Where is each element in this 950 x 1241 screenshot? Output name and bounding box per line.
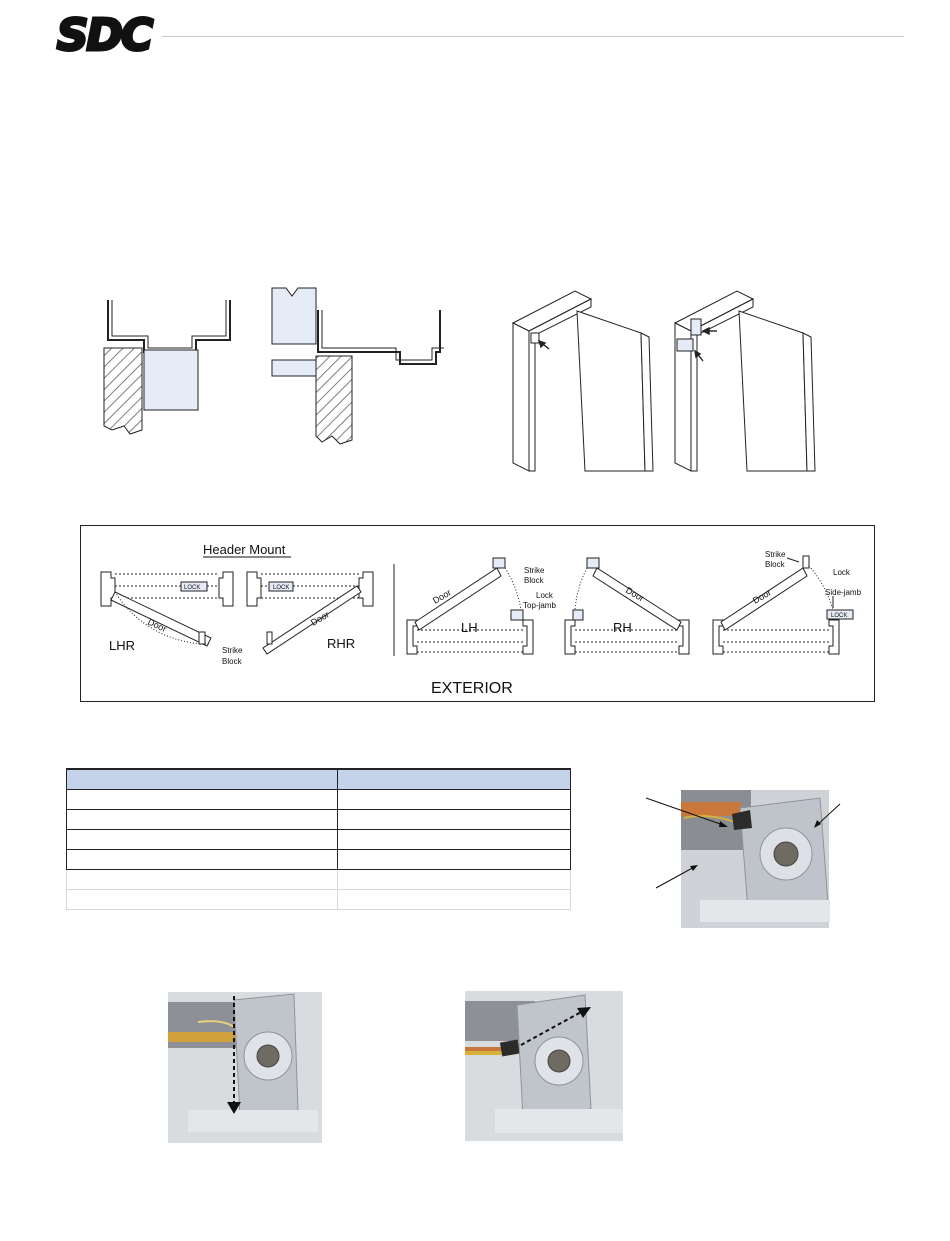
header-rule: [162, 36, 904, 37]
svg-text:Block: Block: [765, 560, 785, 569]
svg-text:Strike: Strike: [222, 646, 243, 655]
svg-text:Door: Door: [309, 609, 331, 628]
sdc-logo: [52, 12, 156, 56]
table-row: [67, 830, 571, 850]
lh-label: LH: [461, 620, 478, 635]
wire-routing-photo-down: [168, 992, 322, 1143]
table-header-row: [67, 769, 571, 790]
svg-text:Strike: Strike: [524, 566, 545, 575]
header-mount-title: Header Mount: [203, 542, 286, 557]
svg-text:Door: Door: [624, 585, 646, 604]
svg-text:LOCK: LOCK: [831, 613, 848, 619]
spec-table: [66, 768, 571, 910]
svg-text:Lock: Lock: [536, 591, 553, 600]
svg-text:Door: Door: [431, 587, 453, 606]
lock-block-photo: [640, 788, 850, 930]
table-row: [67, 870, 571, 890]
svg-text:Door: Door: [146, 616, 169, 635]
table-row: [67, 850, 571, 870]
door-frame-isometric-diagram: [505, 285, 845, 480]
exterior-label: EXTERIOR: [431, 680, 513, 697]
svg-text:Strike: Strike: [765, 550, 786, 559]
rh-label: RH: [613, 620, 632, 635]
svg-text:Block: Block: [524, 576, 544, 585]
wire-routing-photo-diagonal: [465, 991, 623, 1141]
sdc-logo-text: SDC: [56, 12, 152, 56]
svg-text:LOCK: LOCK: [273, 585, 290, 591]
table-row: [67, 810, 571, 830]
svg-text:Block: Block: [222, 657, 242, 666]
svg-text:Lock: Lock: [833, 568, 850, 577]
table-row: [67, 890, 571, 910]
svg-text:LOCK: LOCK: [184, 585, 201, 591]
header-mount-handing-diagram: [81, 526, 874, 701]
svg-text:Top-jamb: Top-jamb: [523, 601, 556, 610]
lhr-label: LHR: [109, 638, 136, 653]
rhr-label: RHR: [327, 636, 356, 651]
frame-cross-section-diagram: [100, 280, 480, 460]
svg-text:Door: Door: [751, 587, 773, 606]
table-row: [67, 790, 571, 810]
svg-text:Side-jamb: Side-jamb: [825, 588, 862, 597]
